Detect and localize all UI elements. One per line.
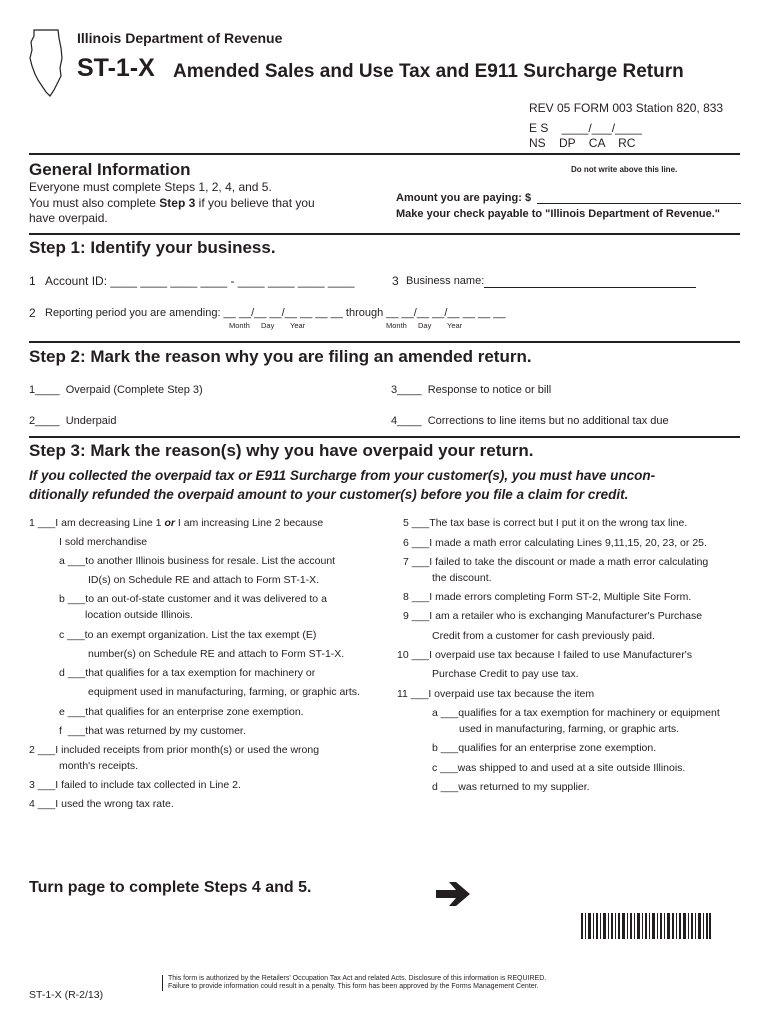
general-line-2-post: if you believe that you xyxy=(195,196,315,210)
overpaid-1d-text: equipment used in manufacturing, farming, or graphic arts. xyxy=(88,686,360,698)
general-line-1: Everyone must complete Steps 1, 2, 4, and 5. xyxy=(29,180,272,194)
general-line-2 xyxy=(29,196,315,210)
period-num: 2 xyxy=(29,306,36,320)
overpaid-line-1-or: or xyxy=(164,517,175,529)
disclaimer xyxy=(162,975,598,991)
general-divider xyxy=(29,233,740,235)
form-revision: ST-1-X (R-2/13) xyxy=(29,989,104,1001)
overpaid-1e-checkbox[interactable]: e ___that qualifies for an enterprise zone exemption. xyxy=(59,706,304,718)
step1-title: Step 1: Identify your business. xyxy=(29,238,276,257)
overpaid-1f-checkbox[interactable]: f ___that was returned by my customer. xyxy=(59,725,246,737)
header-divider xyxy=(29,153,740,155)
overpaid-2-checkbox[interactable]: 2 ___I included receipts from prior month(s) or used the wrong xyxy=(29,744,320,756)
overpaid-10-checkbox[interactable]: 10 ___I overpaid use tax because I failed to use Manufacturer's xyxy=(397,649,693,661)
right-arrow-icon xyxy=(434,880,472,908)
form-title: Amended Sales and Use Tax and E911 Surcharge Return xyxy=(173,61,684,82)
overpaid-line-1-sold: I sold merchandise xyxy=(59,536,148,548)
overpaid-10-text: Purchase Credit to pay use tax. xyxy=(432,668,579,680)
es-line: E S ____/___/____ xyxy=(529,121,642,135)
year-label-1: Year xyxy=(290,321,306,330)
general-info-title: General Information xyxy=(29,160,191,179)
overpaid-11d-checkbox[interactable]: d ___was returned to my supplier. xyxy=(432,781,590,793)
overpaid-1a-checkbox[interactable]: a ___to another Illinois business for resale. List the account xyxy=(59,555,336,567)
step1-divider xyxy=(29,341,740,343)
reason-corrections-checkbox[interactable]: 4____ Corrections to line items but no additional tax due xyxy=(391,415,669,427)
reason-notice-checkbox[interactable]: 3____ Response to notice or bill xyxy=(391,384,552,396)
step3-title: Step 3: Mark the reason(s) why you have overpaid your return. xyxy=(29,441,534,460)
disclaimer-line-2: Failure to provide information could result in a penalty. This form has been approved by the Forms Management Center. xyxy=(168,983,539,990)
month-label-1: Month xyxy=(229,321,250,330)
overpaid-7-checkbox[interactable]: 7 ___I failed to take the discount or made a math error calculating xyxy=(403,556,709,568)
step2-title: Step 2: Mark the reason why you are filing an amended return. xyxy=(29,347,532,366)
do-not-write-note: Do not write above this line. xyxy=(571,165,678,174)
overpaid-line-1[interactable] xyxy=(29,517,323,529)
overpaid-1b-text: location outside Illinois. xyxy=(85,609,193,621)
illinois-map-icon xyxy=(28,28,66,98)
step3-warning-2: ditionally refunded the overpaid amount to your customer(s) before you file a claim for credit. xyxy=(29,487,629,502)
business-name-field[interactable] xyxy=(484,287,696,288)
form-code: ST-1-X xyxy=(77,54,155,82)
overpaid-11a-checkbox[interactable]: a ___qualifies for a tax exemption for machinery or equipment xyxy=(432,707,720,719)
overpaid-1c-checkbox[interactable]: c ___to an exempt organization. List the tax exempt (E) xyxy=(59,629,317,641)
business-num: 3 xyxy=(392,274,399,288)
step2-divider xyxy=(29,436,740,438)
overpaid-9-checkbox[interactable]: 9 ___I am a retailer who is exchanging Manufacturer's Purchase xyxy=(403,610,703,622)
step3-warning-1: If you collected the overpaid tax or E911 Surcharge from your customer(s), you must have uncon- xyxy=(29,468,656,483)
overpaid-11c-checkbox[interactable]: c ___was shipped to and used at a site outside Illinois. xyxy=(432,762,686,774)
amount-paying-label: Amount you are paying: $ xyxy=(396,192,532,204)
overpaid-4-checkbox[interactable]: 4 ___I used the wrong tax rate. xyxy=(29,798,174,810)
overpaid-line-1-post: I am increasing Line 2 because xyxy=(174,517,324,529)
payable-note: Make your check payable to "Illinois Department of Revenue." xyxy=(396,208,721,220)
overpaid-3-checkbox[interactable]: 3 ___I failed to include tax collected in Line 2. xyxy=(29,779,241,791)
overpaid-8-checkbox[interactable]: 8 ___I made errors completing Form ST-2, Multiple Site Form. xyxy=(403,591,692,603)
rev-line: REV 05 FORM 003 Station 820, 833 xyxy=(529,101,724,115)
overpaid-11-label[interactable]: 11 ___I overpaid use tax because the item xyxy=(397,688,595,700)
overpaid-11b-checkbox[interactable]: b ___qualifies for an enterprise zone exemption. xyxy=(432,742,657,754)
year-label-2: Year xyxy=(447,321,463,330)
general-line-3: have overpaid. xyxy=(29,211,108,225)
business-name-label: Business name: xyxy=(406,275,485,287)
overpaid-9-text: Credit from a customer for cash previously paid. xyxy=(432,630,655,642)
overpaid-11a-text: used in manufacturing, farming, or graphic arts. xyxy=(459,723,680,735)
general-line-2-bold: Step 3 xyxy=(159,196,196,210)
overpaid-6-checkbox[interactable]: 6 ___I made a math error calculating Lines 9,11,15, 20, 23, or 25. xyxy=(403,537,707,549)
overpaid-1a-text: ID(s) on Schedule RE and attach to Form ST-1-X. xyxy=(88,574,320,586)
reason-underpaid-checkbox[interactable]: 2____ Underpaid xyxy=(29,415,117,427)
reporting-period-field[interactable]: Reporting period you are amending: __ __/__ __/__ __ __ __ through __ __/__ __/__ __ __ __ xyxy=(45,307,506,319)
general-line-2-pre: You must also complete xyxy=(29,196,160,210)
overpaid-1b-checkbox[interactable]: b ___to an out-of-state customer and it was delivered to a xyxy=(59,593,327,605)
day-label-2: Day xyxy=(418,321,432,330)
overpaid-5-checkbox[interactable]: 5 ___The tax base is correct but I put it on the wrong tax line. xyxy=(403,517,688,529)
turn-page-note: Turn page to complete Steps 4 and 5. xyxy=(29,879,312,896)
account-num: 1 xyxy=(29,274,36,288)
account-id-field[interactable]: Account ID: ____ ____ ____ ____ - ____ ____ ____ ____ xyxy=(45,274,355,288)
overpaid-line-1-pre: 1 ___I am decreasing Line 1 xyxy=(29,517,165,529)
overpaid-1c-text: number(s) on Schedule RE and attach to Form ST-1-X. xyxy=(88,648,345,660)
disclaimer-line-1: This form is authorized by the Retailers' Occupation Tax Act and related Acts. Disclosure of this information is REQUIRED. xyxy=(168,975,547,982)
agency-name: Illinois Department of Revenue xyxy=(77,30,283,46)
overpaid-1d-checkbox[interactable]: d ___that qualifies for a tax exemption for machinery or xyxy=(59,667,316,679)
barcode-icon xyxy=(581,913,711,939)
overpaid-2-text: month's receipts. xyxy=(59,760,139,772)
month-label-2: Month xyxy=(386,321,407,330)
overpaid-7-text: the discount. xyxy=(432,572,492,584)
reason-overpaid-checkbox[interactable]: 1____ Overpaid (Complete Step 3) xyxy=(29,384,203,396)
amount-paying-field[interactable] xyxy=(537,203,741,204)
day-label-1: Day xyxy=(261,321,275,330)
codes-line: NS DP CA RC xyxy=(529,136,636,150)
